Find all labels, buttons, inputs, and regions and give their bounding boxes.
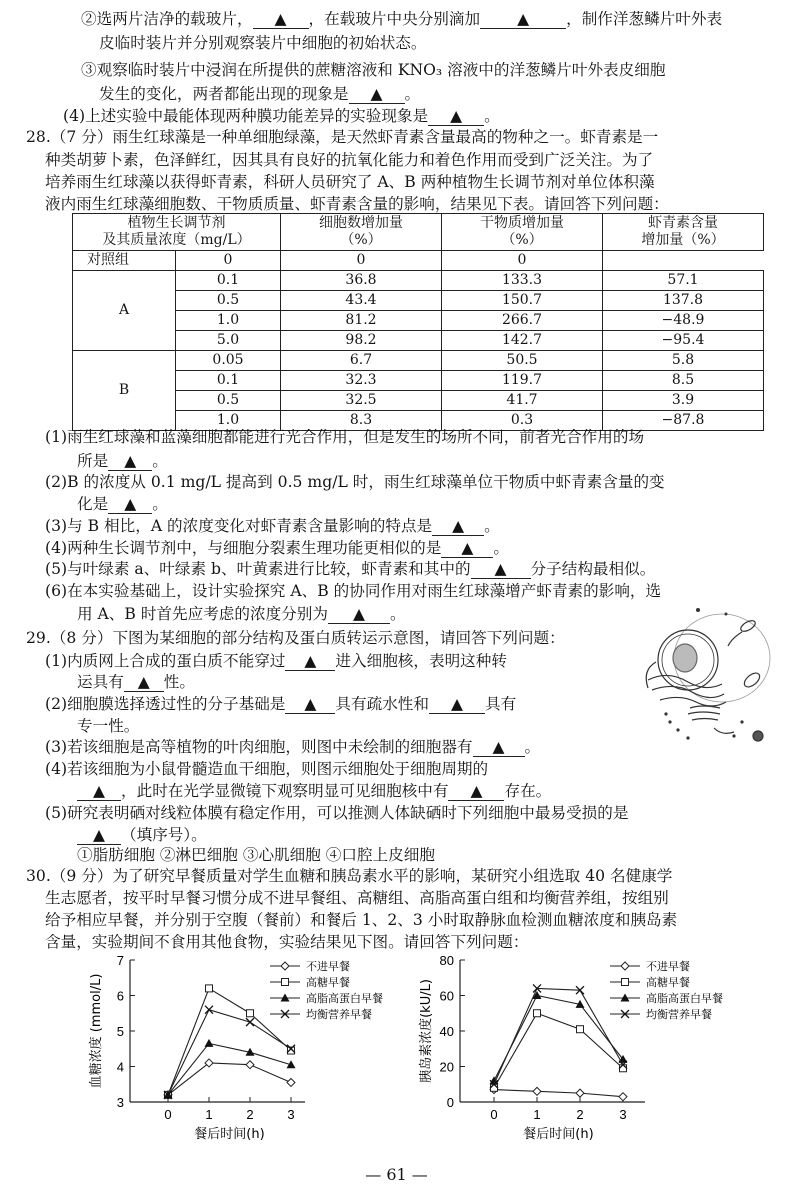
table-cell: 0.5 (176, 391, 281, 411)
line-text: ③观察临时装片中浸润在所提供的蔗糖溶液和 KNO₃ 溶液中的洋葱鳞片叶外表皮细胞 (81, 61, 666, 79)
blood-glucose-chart (80, 952, 400, 1152)
series-line (168, 1010, 291, 1095)
table-cell: 3.9 (603, 391, 764, 411)
line-text: 皮临时装片并分别观察装片中细胞的初始状态。 (99, 34, 427, 52)
line-text: 具有 (484, 695, 517, 713)
answer-blank[interactable]: ▲ (473, 738, 525, 757)
q30-line-3 (45, 910, 677, 930)
data-point (247, 1010, 254, 1017)
table-header: 细胞数增加量 （%） (281, 214, 442, 251)
legend-label: 均衡营养早餐 (306, 1008, 372, 1021)
line-text: 。 (524, 738, 541, 756)
line-text: 30.（9 分）为了研究早餐质量对学生血糖和胰岛素水平的影响，某研究小组选取 40 名健康学 (26, 867, 673, 885)
table-row (73, 311, 764, 331)
answer-blank[interactable]: ▲ (77, 826, 121, 845)
answer-blank[interactable]: ▲ (285, 652, 335, 671)
q28-sub4 (45, 538, 509, 558)
line-text: 性。 (163, 673, 195, 691)
table-cell: 0.1 (176, 271, 281, 291)
table-cell: 133.3 (442, 271, 603, 291)
q29-sub2-line-2 (77, 716, 139, 736)
line-text: (5)与叶绿素 a、叶绿素 b、叶黄素进行比较，虾青素和其中的 (45, 560, 471, 578)
answer-blank[interactable]: ▲ (124, 673, 164, 692)
y-tick-label: 5 (116, 1024, 124, 1039)
data-point (533, 1087, 541, 1095)
table-cell: 150.7 (442, 291, 603, 311)
q28-line-2 (45, 150, 653, 170)
data-point (246, 1018, 254, 1026)
answer-blank[interactable]: ▲ (429, 695, 485, 714)
q28-sub6-line-2 (77, 604, 406, 624)
y-tick-label: 7 (116, 953, 124, 968)
line-text: (1)雨生红球藻和蓝藻细胞都能进行光合作用，但是发生的场所不同，前者光合作用的场 (45, 428, 645, 446)
y-tick-label: 40 (439, 1024, 454, 1039)
table-cell: 81.2 (281, 311, 442, 331)
x-tick-label: 1 (205, 1107, 213, 1122)
line-text: 所是 (77, 452, 109, 470)
q27-line-4 (99, 84, 420, 104)
table-cell: 0.1 (176, 371, 281, 391)
data-point (534, 1010, 541, 1017)
legend-label: 高脂高蛋白早餐 (306, 992, 383, 1005)
q28-sub1-line-2 (77, 451, 168, 471)
q30-line-2 (45, 888, 669, 908)
line-text: (2)B 的浓度从 0.1 mg/L 提高到 0.5 mg/L 时，雨生红球藻单位干物质中虾青素含量的变 (45, 473, 665, 491)
line-text: 。 (493, 539, 509, 557)
table-cell: 0.05 (176, 351, 281, 371)
legend-label: 高糖早餐 (306, 976, 350, 989)
table-cell: 0.5 (176, 291, 281, 311)
y-tick-label: 3 (116, 1095, 124, 1110)
q28-line-3 (45, 172, 655, 192)
legend-label: 高糖早餐 (646, 976, 690, 989)
line-text: 。 (484, 517, 500, 535)
table-row (73, 371, 764, 391)
line-text: 化是 (77, 495, 109, 513)
data-point (577, 1026, 584, 1033)
table-cell: 5.8 (603, 351, 764, 371)
group-label: B (73, 351, 176, 431)
y-tick-label: 4 (116, 1059, 124, 1075)
line-text: (3)与 B 相比，A 的浓度变化对虾青素含量影响的特点是 (45, 517, 433, 535)
y-tick-label: 60 (439, 988, 454, 1004)
q29-options (77, 845, 435, 865)
line-text: 给予相应早餐，并分别于空腹（餐前）和餐后 1、2、3 小时取静脉血检测血糖浓度和胰岛素 (45, 911, 678, 929)
table-cell: 142.7 (442, 331, 603, 351)
table-row-control: 对照组 0 0 0 (73, 251, 764, 271)
line-text: (6)在本实验基础上，设计实验探究 A、B 的协同作用对雨生红球藻增产虾青素的影响，选 (45, 582, 662, 600)
line-text: （填序号）。 (121, 826, 207, 844)
q28-sub2-line-1 (45, 472, 665, 492)
line-text: 存在。 (504, 782, 552, 800)
table-cell: 43.4 (281, 291, 442, 311)
answer-blank[interactable]: ▲ (108, 452, 152, 471)
line-text: (2)细胞膜选择透过性的分子基础是 (45, 695, 286, 713)
answer-blank[interactable]: ▲ (428, 107, 484, 126)
line-text: 。 (484, 107, 500, 125)
table-row (73, 391, 764, 411)
table-cell: 0.3 (442, 411, 603, 431)
table-header: 干物质增加量 （%） (442, 214, 603, 251)
table-cell: 1.0 (176, 311, 281, 331)
group-label: A (73, 271, 176, 351)
table-cell: 32.5 (281, 391, 442, 411)
table-row (73, 291, 764, 311)
q27-line-2 (99, 33, 426, 53)
q28-sub6-line-1 (45, 581, 661, 601)
line-text: (1)内质网上合成的蛋白质不能穿过 (45, 652, 286, 670)
table-cell: 98.2 (281, 331, 442, 351)
line-text: ①脂肪细胞 ②淋巴细胞 ③心肌细胞 ④口腔上皮细胞 (77, 846, 435, 864)
data-point (246, 1061, 254, 1069)
line-text: ，在载玻片中央分别滴加 (308, 10, 481, 28)
line-text: 生志愿者，按平时早餐习惯分成不进早餐组、高糖组、高脂高蛋白组和均衡营养组，按组别 (45, 889, 669, 907)
legend-marker (621, 962, 629, 970)
line-text: (4)两种生长调节剂中，与细胞分裂素生理功能更相似的是 (45, 539, 442, 557)
table-cell: 1.0 (176, 411, 281, 431)
legend-marker (622, 979, 629, 986)
table-cell: 36.8 (281, 271, 442, 291)
legend-label: 均衡营养早餐 (646, 1008, 712, 1021)
series-line (494, 1090, 623, 1097)
q27-line-3 (81, 60, 665, 80)
q28-line-4 (45, 194, 669, 214)
line-text: 29.（8 分）下图为某细胞的部分结构及蛋白质转运示意图，请回答下列问题： (26, 629, 565, 647)
q29-stem (26, 628, 565, 648)
series-line (494, 988, 623, 1084)
line-text: 液内雨生红球藻细胞数、干物质质量、虾青素含量的影响，结果见下表。请回答下列问题： (45, 195, 669, 213)
line-text: (3)若该细胞是高等植物的叶肉细胞，则图中未绘制的细胞器有 (45, 738, 473, 756)
table-cell: 50.5 (442, 351, 603, 371)
data-table (72, 213, 764, 431)
line-text: 进入细胞核，表明这种转 (335, 652, 507, 670)
line-text: ，制作洋葱鳞片叶外表 (566, 10, 723, 28)
table-header: 植物生长调节剂 及其质量浓度（mg/L） (73, 214, 281, 251)
q27-line-5 (63, 106, 500, 126)
line-text: 专一性。 (77, 717, 140, 735)
y-tick-label: 20 (439, 1059, 454, 1075)
q27-line-1 (81, 9, 722, 29)
table-cell: −87.8 (603, 411, 764, 431)
x-tick-label: 2 (246, 1107, 254, 1122)
q28-sub3 (45, 516, 500, 536)
line-text: 含量，实验期间不食用其他食物，实验结果见下图。请回答下列问题： (45, 933, 529, 951)
q29-sub5-line-2 (77, 825, 207, 845)
x-tick-label: 2 (576, 1107, 584, 1122)
table-row (73, 351, 764, 371)
q29-sub4-line-1 (45, 759, 488, 779)
q28-line-1 (26, 127, 658, 147)
page-number: — 61 — (365, 1165, 428, 1184)
line-text: 发生的变化，两者都能出现的现象是 (99, 85, 349, 103)
table-row (73, 271, 764, 291)
data-point (206, 985, 213, 992)
answer-blank[interactable]: ▲ (432, 517, 484, 536)
series-line (168, 1043, 291, 1094)
q29-sub2-line-1 (45, 694, 516, 714)
table-cell: 32.3 (281, 371, 442, 391)
table-cell: 41.7 (442, 391, 603, 411)
data-point (491, 1084, 498, 1091)
answer-blank[interactable]: ▲ (77, 782, 121, 801)
data-point (205, 1006, 213, 1014)
series-line (494, 996, 623, 1081)
table-cell: 8.5 (603, 371, 764, 391)
table-cell: 5.0 (176, 331, 281, 351)
legend-marker (282, 979, 289, 986)
q28-sub5 (45, 559, 655, 579)
answer-blank[interactable]: ▲ (471, 560, 531, 579)
answer-blank[interactable]: ▲ (253, 10, 309, 29)
data-point (619, 1093, 627, 1101)
line-text: 。 (152, 495, 168, 513)
table-cell: 57.1 (603, 271, 764, 291)
line-text: 分子结构最相似。 (530, 560, 656, 578)
line-text: 。 (389, 605, 406, 623)
data-point (576, 1089, 584, 1097)
answer-blank[interactable]: ▲ (328, 605, 390, 624)
x-tick-label: 1 (533, 1107, 541, 1122)
table-cell: −48.9 (603, 311, 764, 331)
line-text: (4)若该细胞为小鼠骨髓造血干细胞，则图示细胞处于细胞周期的 (45, 760, 489, 778)
cell-structure-diagram (630, 602, 780, 752)
q29-sub1-line-2 (77, 672, 195, 692)
legend-label: 不进早餐 (306, 960, 350, 973)
q29-sub1-line-1 (45, 651, 507, 671)
legend-marker (281, 962, 289, 970)
table-cell: 266.7 (442, 311, 603, 331)
x-tick-label: 3 (619, 1107, 627, 1122)
line-text: ②选两片洁净的载玻片， (81, 10, 253, 28)
answer-blank[interactable]: ▲ (349, 85, 405, 104)
x-tick-label: 0 (490, 1107, 498, 1122)
x-tick-label: 3 (287, 1107, 295, 1122)
answer-blank[interactable]: ▲ (441, 539, 493, 558)
y-axis-label: 血糖浓度 (mmol/L) (89, 973, 104, 1089)
y-tick-label: 80 (439, 953, 454, 968)
table-cell: 8.3 (281, 411, 442, 431)
y-axis-label: 胰岛素浓度(kU/L) (419, 979, 434, 1083)
q29-sub3 (45, 737, 540, 757)
q29-sub5-line-1 (45, 803, 628, 823)
table-header: 虾青素含量 增加量（%） (603, 214, 764, 251)
answer-blank[interactable]: ▲ (108, 495, 152, 514)
legend-label: 不进早餐 (646, 960, 690, 973)
answer-blank[interactable]: ▲ (448, 782, 504, 801)
table-cell: 137.8 (603, 291, 764, 311)
legend-label: 高脂高蛋白早餐 (646, 992, 723, 1005)
table-cell: 119.7 (442, 371, 603, 391)
x-axis-label: 餐后时间(h) (194, 1127, 265, 1142)
data-point (205, 1039, 214, 1047)
data-point (287, 1078, 295, 1086)
line-text: 用 A、B 时首先应考虑的浓度分别为 (77, 605, 328, 623)
table-cell: 0 (176, 251, 281, 271)
series-line (168, 988, 291, 1095)
table-cell: 6.7 (281, 351, 442, 371)
line-text: (4)上述实验中最能体现两种膜功能差异的实验现象是 (63, 107, 429, 125)
x-tick-label: 0 (164, 1107, 172, 1122)
series-line (168, 1063, 291, 1095)
x-axis-label: 餐后时间(h) (523, 1127, 594, 1142)
line-text: 。 (404, 85, 421, 103)
line-text: (5)研究表明硒对线粒体膜有稳定作用，可以推测人体缺硒时下列细胞中最易受损的是 (45, 804, 629, 822)
series-line (494, 1013, 623, 1088)
q28-sub1-line-1 (45, 427, 644, 447)
y-tick-label: 6 (116, 988, 124, 1004)
line-text: 。 (152, 452, 168, 470)
line-text: 28.（7 分）雨生红球藻是一种单细胞绿藻，是天然虾青素含量最高的物种之一。虾青素是一 (26, 128, 659, 146)
answer-blank[interactable]: ▲ (285, 695, 335, 714)
q29-sub4-line-2 (77, 781, 551, 801)
insulin-chart (398, 952, 738, 1152)
table-row (73, 331, 764, 351)
line-text: 培养雨生红球藻以获得虾青素，科研人员研究了 A、B 两种植物生长调节剂对单位体积藻 (45, 173, 655, 191)
line-text: 具有疏水性和 (335, 695, 429, 713)
line-text: 种类胡萝卜素，色泽鲜红，因其具有良好的抗氧化能力和着色作用而受到广泛关注。为了 (45, 151, 654, 169)
y-tick-label: 0 (446, 1095, 454, 1110)
q28-sub2-line-2 (77, 494, 168, 514)
line-text: 运具有 (77, 673, 124, 691)
answer-blank[interactable]: ▲ (480, 10, 566, 29)
q30-line-1 (26, 866, 672, 886)
table-cell: −95.4 (603, 331, 764, 351)
line-text: ，此时在光学显微镜下观察明显可见细胞核中有 (121, 782, 449, 800)
q30-line-4 (45, 932, 528, 952)
data-point (620, 1065, 627, 1072)
